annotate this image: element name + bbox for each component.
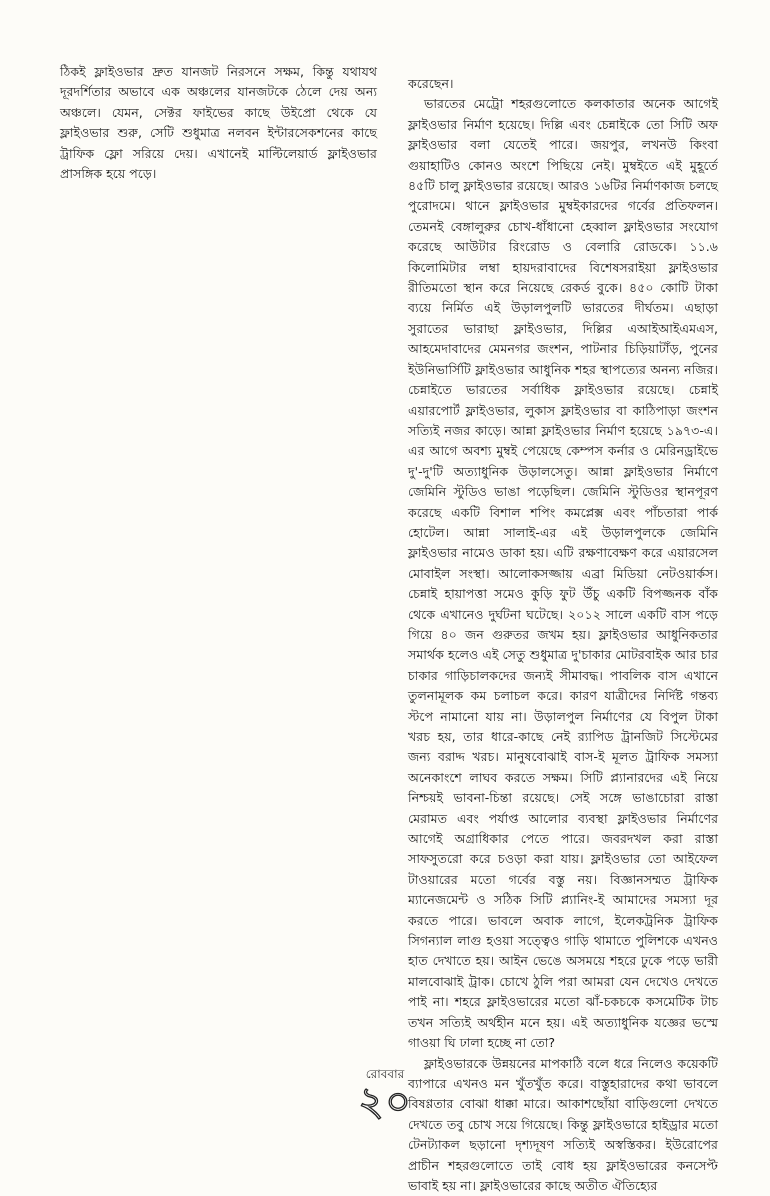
- paragraph: করেছেন।: [408, 74, 718, 94]
- paragraph: ঠিকই ফ্লাইওভার দ্রুত যানজট নিরসনে সক্ষম, কিন্তু যথাযথ দূরদর্শিতার অভাবে এক অঞ্চলের যানজটকে ঠেলে দেয় অন্য অঞ্চলে। যেমন, সেক্টর ফাইভের কাছে উইপ্রো থেকে যে ফ্লাইওভার শুরু, সেটি শুধুমাত্র নলবন ইন্টারসেকশনের কাছে ট্রাফিক ফ্লো সরিয়ে দেয়। এখানেই মাল্টিলেয়ার্ড ফ্লাইওভার প্রাসঙ্গিক হয়ে পড়ে।: [60, 62, 377, 184]
- right-column: [408, 74, 718, 1196]
- paragraph: ফ্লাইওভারকে উন্নয়নের মাপকাঠি বলে ধরে নিলেও কয়েকটি ব্যাপারে এখনও মন খুঁতখুঁত করে। বাস্তুহারাদের কথা ভাবলে বিষণ্ণতার বোঝা ধাক্কা মারে। আকাশছোঁয়া বাড়িগুলো দেখতে দেখতে তবু চোখ সয়ে গিয়েছে। কিন্তু ফ্লাইওভারে হাইড্রার মতো টেনট্যাকল ছড়ানো দৃশ্যদূষণ সত্যিই অস্বস্তিকর। ইউরোপের প্রাচীন শহরগুলোতে তাই বোধ হয় ফ্লাইওভারের কনসেপ্ট ভাবাই হয় না। ফ্লাইওভারের কাছে অতীত ঐতিহ্যের: [408, 1054, 718, 1196]
- paragraph: ভারতের মেট্রো শহরগুলোতে কলকাতার অনেক আগেই ফ্লাইওভার নির্মাণ হয়েছে। দিল্লি এবং চেন্নাইকে তো সিটি অফ ফ্লাইওভার বলা যেতেই পারে। জয়পুর, লখনউ কিংবা গুয়াহাটিও কোনও অংশে পিছিয়ে নেই। মুম্বইতে এই মুহূর্তে ৪৫টি চালু ফ্লাইওভার রয়েছে। আরও ১৬টির নির্মাণকাজ চলছে পুরোদমে। থানে ফ্লাইওভার মুম্বইকারদের গর্বের প্রতিফলন। তেমনই বেঙ্গালুরুর চোখ-ধাঁধানো হেব্বাল ফ্লাইওভার সংযোগ করেছে আউটার রিংরোড ও বেলারি রোডকে। ১১.৬ কিলোমিটার লম্বা হায়দরাবাদের বিশেষসরাইয়া ফ্লাইওভার রীতিমতো স্থান করে নিয়েছে রেকর্ড বুকে। ৪৫০ কোটি টাকা ব্যয়ে নির্মিত এই উড়ালপুলটি ভারতের দীর্ঘতম। এছাড়া সুরাতের ভারাছা ফ্লাইওভার, দিল্লির এআইআইএমএস, আহমেদাবাদের মেমনগর জংশন, পাটনার চিড়িয়াটাঁড়, পুনের ইউনিভার্সিটি ফ্লাইওভার আধুনিক শহর স্থাপত্যের অনন্য নজির। চেন্নাইতে ভারতের সর্বাধিক ফ্লাইওভার রয়েছে। চেন্নাই এয়ারপোর্ট ফ্লাইওভার, লুকাস ফ্লাইওভার বা কাঠিপাড়া জংশন সত্যিই নজর কাড়ে। আন্না ফ্লাইওভার নির্মাণ হয়েছে ১৯৭৩-এ। এর আগে অবশ্য মুম্বই পেয়েছে কেম্পস কর্নার ও মেরিনড্রাইভে দু'-দু'টি অত্যাধুনিক উড়ালসেতু। আন্না ফ্লাইওভার নির্মাণে জেমিনি স্টুডিও ভাঙা পড়েছিল। জেমিনি স্টুডিওর স্থানপূরণ করেছে একটি বিশাল শপিং কমপ্লেক্স এবং পাঁচতারা পার্ক হোটেল। আন্না সালাই-এর এই উড়ালপুলকে জেমিনি ফ্লাইওভার নামেও ডাকা হয়। এটি রক্ষণাবেক্ষণ করে এয়ারসেল মোবাইল সংস্থা। আলোকসজ্জায় এব্রা মিডিয়া নেটওয়ার্কস। চেন্নাই হায়াপত্তা সমেও কুড়ি ফুট উঁচু একটি বিপজ্জনক বাঁক থেকে এখানেও দুর্ঘটনা ঘটেছে। ২০১২ সালে একটি বাস পড়ে গিয়ে ৪০ জন গুরুতর জখম হয়। ফ্লাইওভার আধুনিকতার সমার্থক হলেও এই সেতু শুধুমাত্র দু'চাকার মোটরবাইক আর চার চাকার গাড়িচালকদের জন্যই সীমাবদ্ধ। পাবলিক বাস এখানে তুলনামূলক কম চলাচল করে। কারণ যাত্রীদের নির্দিষ্ট গন্তব্য স্টপে নামানো যায় না। উড়ালপুল নির্মাণের যে বিপুল টাকা খরচ হয়, তার ধারে-কাছে নেই র‍্যাপিড ট্রানজিট সিস্টেমের জন্য বরাদ্দ খরচ। মানুষবোঝাই বাস-ই মূলত ট্রাফিক সমস্যা অনেকাংশে লাঘব করতে সক্ষম। সিটি প্ল্যানারদের এই নিয়ে নিশ্চয়ই ভাবনা-চিন্তা রয়েছে। সেই সঙ্গে ভাঙাচোরা রাস্তা মেরামত এবং পর্যাপ্ত আলোর ব্যবস্থা ফ্লাইওভার নির্মাণের আগেই অগ্রাধিকার পেতে পারে। জবরদখল করা রাস্তা সাফসুতরো করে চওড়া করা যায়। ফ্লাইওভার তো আইফেল টাওয়ারের মতো গর্বের বস্তু নয়। বিজ্ঞানসম্মত ট্রাফিক ম্যানেজমেন্ট ও সঠিক সিটি প্ল্যানিং-ই আমাদের সমস্যা দূর করতে পারে। ভাবলে অবাক লাগে, ইলেকট্রনিক ট্রাফিক সিগন্যাল লাগু হওয়া সত্ত্বেও গাড়ি থামাতে পুলিশকে এখনও হাত দেখাতে হয়। আইন ভেঙে অসময়ে শহরে ঢুকে পড়ে ভারী মালবোঝাই ট্রাক। চোখে ঠুলি পরা আমরা যেন দেখেও দেখতে পাই না। শহরে ফ্লাইওভারের মতো ঝাঁ-চকচকে কসমেটিক টাচ তখন সত্যিই অর্থহীন মনে হয়। এই অত্যাধুনিক যজ্ঞের ভস্মে গাওয়া ঘি ঢালা হচ্ছে না তো?: [408, 94, 718, 1053]
- left-column: [60, 62, 377, 184]
- magazine-name: রোববার: [0, 1066, 770, 1086]
- page-number: ২০: [0, 1080, 770, 1124]
